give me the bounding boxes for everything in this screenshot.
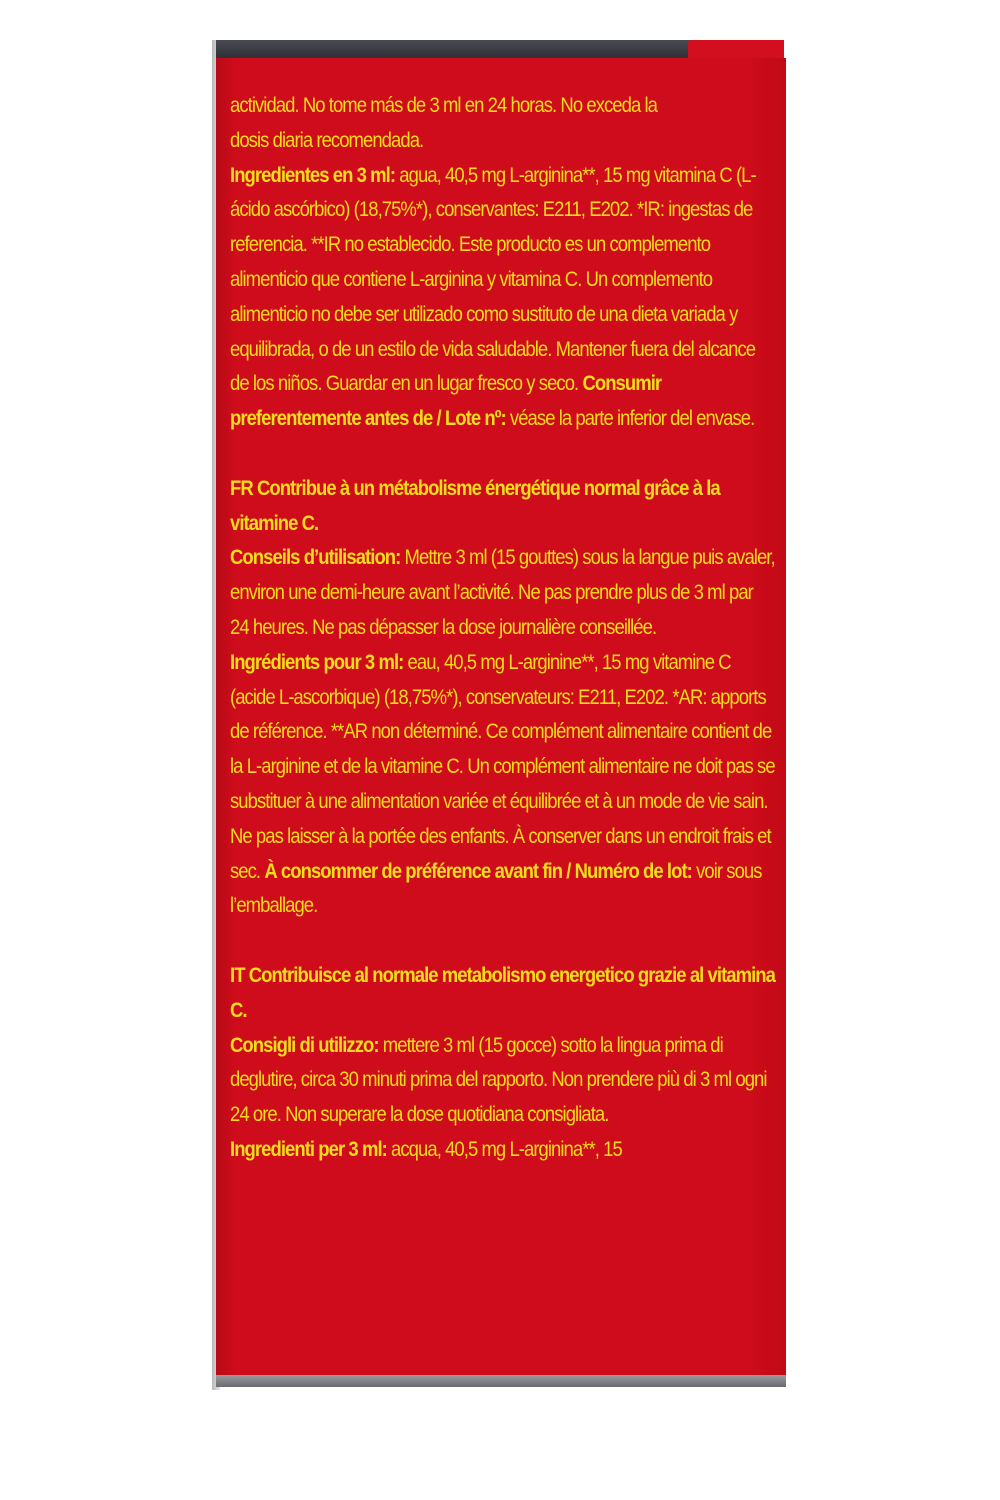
fr-best-before-label: À consommer de préférence avant fin / Numéro de lot: [264,858,692,883]
es-best-before-text: véase la parte inferior del envase. [505,406,755,431]
fr-usage-text: Mettre 3 ml (15 gouttes) sous la langue puis avaler, environ une demi-heure avant l’activité. Ne pas prendre plus de 3 ml par 24 heures. Ne pas dépasser la dose journalière conseillée. [230,545,775,639]
es-best-before-label: Consumir preferentemente antes de / Lote nº: [230,371,662,431]
box-bottom-edge [216,1375,786,1387]
label-text [230,88,775,1167]
label-panel [216,58,786,1378]
es-ingredients-label: Ingredientes en 3 ml: [230,162,396,187]
fr-ingredients-label: Ingrédients pour 3 ml: [230,649,404,674]
it-ingredients-label: Ingredienti per 3 ml: [230,1136,387,1161]
it-ingredients-text: acqua, 40,5 mg L-arginina**, 15 [386,1136,622,1161]
fr-heading [230,471,775,541]
it-usage-label: Consigli di utilizzo: [230,1032,379,1057]
es-ingredients [230,158,775,436]
it-heading-text: IT Contribuisce al normale metabolismo energetico grazie al vitamina C. [230,962,775,1022]
it-ingredients [230,1132,775,1167]
es-line-1: actividad. No tome más de 3 ml en 24 horas. No exceda la [230,93,657,117]
fr-best-before-text: voir sous l’emballage. [230,858,762,918]
it-heading [230,958,775,1028]
fr-heading-text: FR Contribue à un métabolisme énergétique normal grâce à la vitamine C. [230,475,720,535]
fr-usage-label: Conseils d’utilisation: [230,545,401,570]
it-usage [230,1028,775,1132]
fr-ingredients-text: eau, 40,5 mg L-arginine**, 15 mg vitamine C (acide L-ascorbique) (18,75%*), conservateurs: E211, E202. *AR: apports de référence. **AR non déterminé. Ce complément alimentaire contient de la L-arginine et de la vitamine C. Un complément alimentaire ne doit pas se substituer à une alimentation variée et équilibrée et à un mode de vie sain. Ne pas laisser à la portée des enfants. À conserver dans un endroit frais et sec. [230,649,775,883]
it-usage-text: mettere 3 ml (15 gocce) sotto la lingua prima di deglutire, circa 30 minuti prima del rapporto. Non prendere più di 3 ml ogni 24 ore. Non superare la dose quotidiana consigliata. [230,1032,767,1127]
es-intro [230,88,775,158]
fr-ingredients [230,645,775,923]
es-line-2: dosis diaria recomendada. [230,127,424,152]
fr-usage [230,540,775,644]
es-ingredients-text: agua, 40,5 mg L-arginina**, 15 mg vitamina C (L-ácido ascórbico) (18,75%*), conservantes: E211, E202. *IR: ingestas de referencia. **IR no establecido. Este producto es un complemento alimenticio que contiene L-arginina y vitamina C. Un complemento alimenticio no debe ser utilizado como sustituto de una dieta variada y equilibrada, o de un estilo de vida saludable. Mantener fuera del alcance de los niños. Guardar en un lugar fresco y seco. [230,162,756,396]
